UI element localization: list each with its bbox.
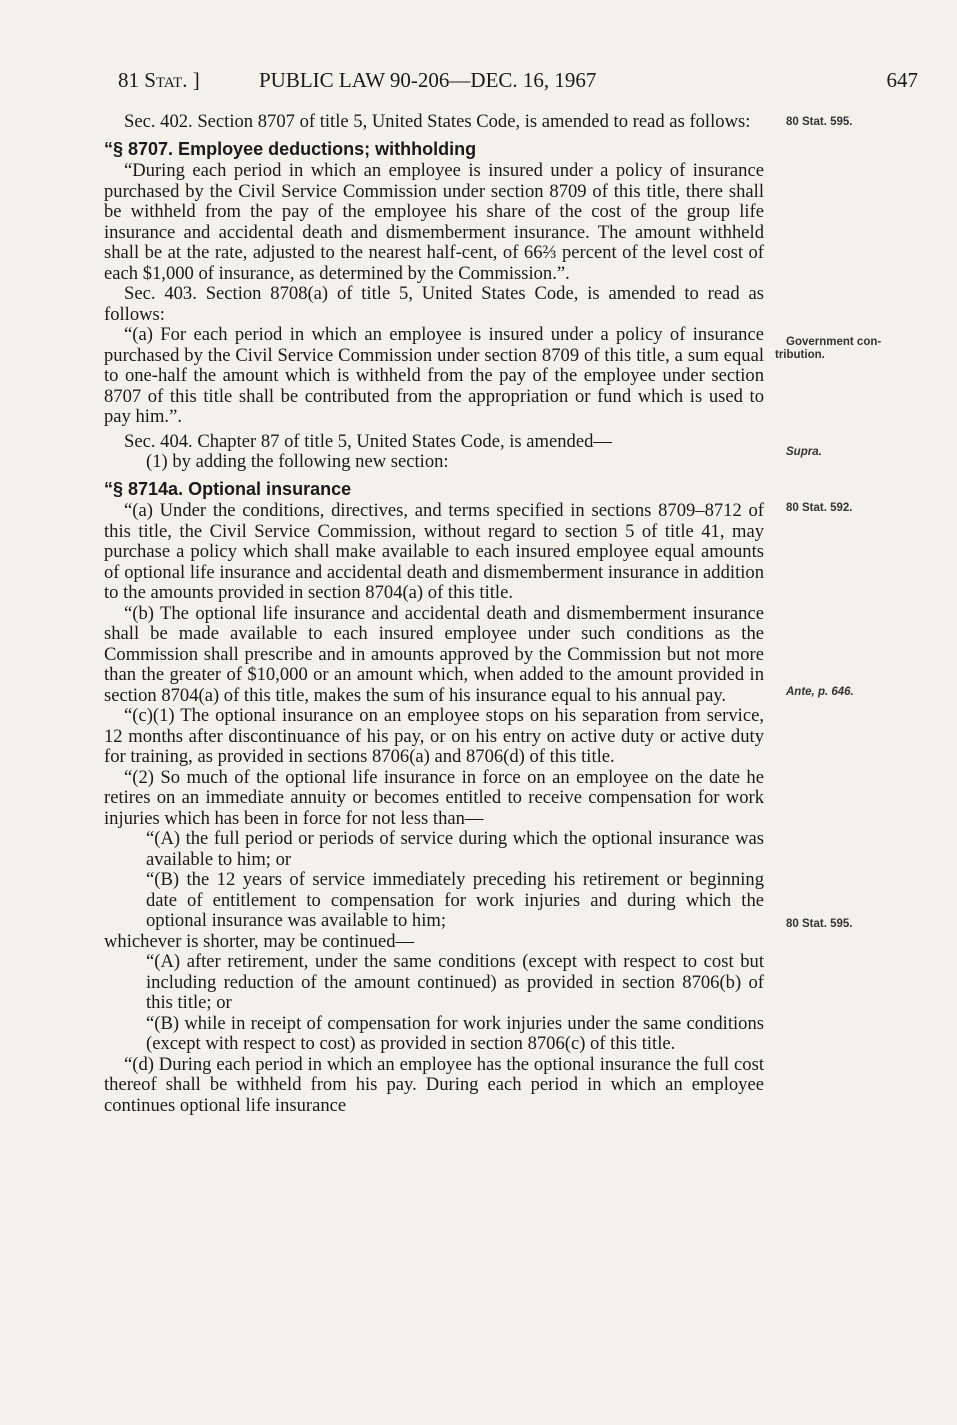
clause-A-first: “(A) the full period or periods of service during which the optional insurance was available to him; or: [146, 828, 764, 870]
margin-note-80-stat-595-second: 80 Stat. 595.: [786, 918, 853, 930]
page-number: 647: [886, 68, 918, 92]
margin-note-80-stat-592: 80 Stat. 592.: [786, 502, 853, 514]
subsection-c1: “(c)(1) The optional insurance on an employee stops on his separation from service, 12 months after discontinuance of his pay, or on his entry on active duty or active duty for training, as provided in sections 8706(a) and 8706(d) of this title.: [104, 705, 764, 767]
margin-note-government-contribution-1: Government con-: [786, 336, 882, 348]
paragraph-8707: “During each period in which an employee is insured under a policy of insurance purchased by the Civil Service Commission under section 8709 of this title, there shall be withheld from the pay of the employee his share of the cost of the group life insurance and accidental death and dismemberment insurance. The amount withheld shall be at the rate, adjusted to the nearest half-cent, of 66⅔ percent of the level cost of each $1,000 of insurance, as determined by the Commission.”.: [104, 160, 764, 284]
whichever-line: whichever is shorter, may be continued—: [104, 930, 415, 952]
clause-B-second: “(B) while in receipt of compensation for work injuries under the same conditions (except with respect to cost) as provided in section 8706(c) of this title.: [146, 1012, 764, 1054]
clause-A-second: “(A) after retirement, under the same conditions (except with respect to cost but including reduction of the amount continued) as provided in section 8706(b) of this title; or: [146, 951, 764, 1013]
subsection-a: “(a) Under the conditions, directives, and terms specified in sections 8709–8712 of this title, the Civil Service Commission, without regard to section 5 of title 41, may purchase a policy which shall make available to each insured employee equal amounts of optional life insurance and accidental death and dismemberment insurance in addition to the amounts provided in section 8704(a) of this title.: [104, 500, 764, 603]
heading-8707: “§ 8707. Employee deductions; withholding: [104, 138, 477, 159]
margin-note-supra: Supra.: [786, 446, 822, 458]
volume-label: 81 Stat. ]: [118, 68, 200, 92]
margin-note-ante-p-646: Ante, p. 646.: [786, 686, 854, 698]
clause-B-first: “(B) the 12 years of service immediately preceding his retirement or beginning date of entitlement to compensation for work injuries and during which the optional insurance was available to him;: [146, 869, 764, 931]
heading-8714a: “§ 8714a. Optional insurance: [104, 478, 352, 499]
paragraph-8708a: “(a) For each period in which an employee is insured under a policy of insurance purchased by the Civil Service Commission under section 8709 of this title, a sum equal to one-half the amount which is withheld from the pay of the employee under section 8707 of this title shall be contributed from the appropriation or fund which is used to pay him.”.: [104, 324, 764, 427]
section-404: Sec. 404. Chapter 87 of title 5, United States Code, is amended—: [124, 430, 612, 452]
section-403: Sec. 403. Section 8708(a) of title 5, United States Code, is amended to read as follows:: [104, 283, 764, 325]
clause-1: (1) by adding the following new section:: [146, 451, 449, 472]
running-title: PUBLIC LAW 90-206—DEC. 16, 1967: [259, 68, 597, 92]
body-text: [104, 112, 764, 1116]
margin-note-government-contribution-2: tribution.: [775, 349, 825, 361]
margin-note-80-stat-595: 80 Stat. 595.: [786, 116, 853, 128]
page-header: [118, 68, 918, 98]
subsection-d: “(d) During each period in which an employee has the optional insurance the full cost thereof shall be withheld from his pay. During each period in which an employee continues optional life insurance: [104, 1053, 764, 1116]
section-402: Sec. 402. Section 8707 of title 5, United States Code, is amended to read as follows:: [124, 111, 751, 132]
subsection-c2: “(2) So much of the optional life insurance in force on an employee on the date he retires on an immediate annuity or becomes entitled to receive compensation for work injuries which has been in force for not less than—: [104, 766, 764, 829]
subsection-b: “(b) The optional life insurance and accidental death and dismemberment insurance shall be made available to each insured employee under such conditions as the Commission shall prescribe and in amounts approved by the Commission but not more than the greater of $10,000 or an amount which, when added to the amount provided in section 8704(a) of this title, makes the sum of his insurance equal to his annual pay.: [104, 602, 764, 706]
